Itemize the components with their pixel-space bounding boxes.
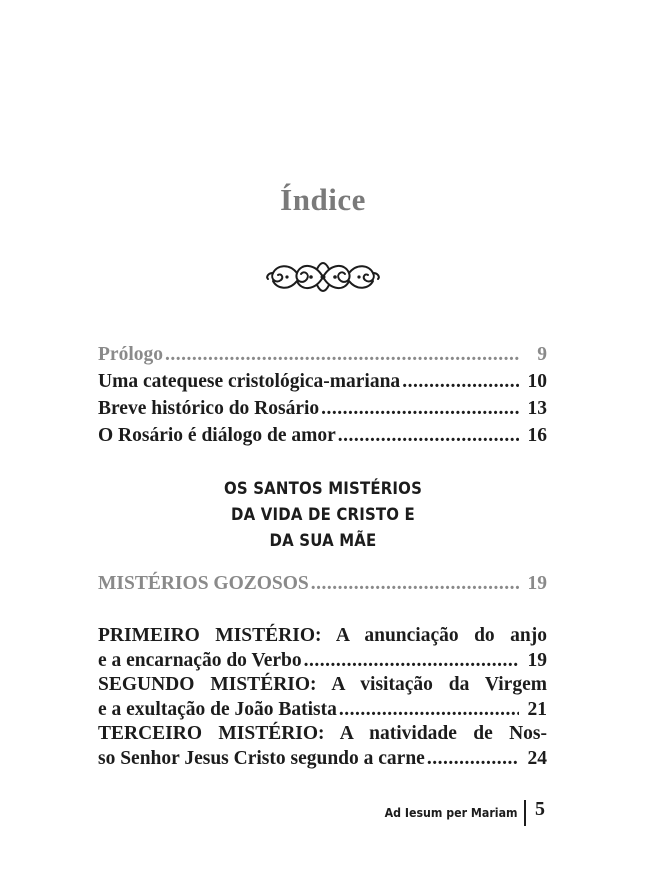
section-heading [39,476,607,554]
toc-entry-misterios-gozosos[interactable] [98,571,547,597]
toc-entry-title: O Rosário é diálogo de amor [98,425,336,446]
dot-leader [339,697,519,723]
toc-entry-catequese[interactable] [98,369,547,395]
toc-entry-primeiro-misterio[interactable] [98,648,547,674]
toc-entry-page: 19 [527,650,547,671]
dot-leader [321,396,519,422]
toc-entry-historico[interactable] [98,396,547,422]
footer-divider [524,800,526,826]
toc-entry-page: 16 [527,425,547,446]
section-heading-line: DA SUA MÃE [269,531,377,551]
toc-entry-title: Prólogo [98,344,163,365]
page-number: 5 [535,798,545,820]
floral-flourish-icon [263,257,383,297]
mystery-3-line-1: TERCEIRO MISTÉRIO: A natividade de Nos- [98,723,547,744]
page-footer [0,798,646,828]
toc-entry-title: Uma catequese cristológica-mariana [98,371,401,392]
toc-entry-segundo-misterio[interactable] [98,697,547,723]
toc-entry-page: 13 [527,398,547,419]
toc-entry-page: 21 [527,699,547,720]
toc-entry-page: 24 [527,748,547,769]
toc-entry-page: 19 [527,573,547,594]
dot-leader [402,369,519,395]
toc-entry-title: e a exultação de João Batista [98,699,337,720]
toc-entry-title: so Senhor Jesus Cristo segundo a carne [98,748,425,769]
toc-entry-title: e a encarnação do Verbo [98,650,302,671]
dot-leader [311,571,519,597]
toc-entry-page: 9 [537,344,547,365]
dot-leader [427,746,519,772]
section-heading-line: OS SANTOS MISTÉRIOS [223,479,423,499]
toc-entry-terceiro-misterio[interactable] [98,746,547,772]
toc-entry-prologo[interactable] [98,342,547,368]
toc-entry-title: Breve histórico do Rosário [98,398,320,419]
toc-entry-title: MISTÉRIOS GOZOSOS [98,573,309,594]
toc-entry-page: 10 [527,371,547,392]
dot-leader [338,423,519,449]
page-title: Índice [280,182,366,217]
running-footer: Ad Iesum per Mariam [385,806,518,820]
mystery-1-line-1: PRIMEIRO MISTÉRIO: A anunciação do anjo [98,625,547,646]
section-heading-line: DA VIDA DE CRISTO E [231,505,415,525]
dot-leader [304,648,519,674]
mystery-2-line-1: SEGUNDO MISTÉRIO: A visitação da Virgem [98,674,547,695]
dot-leader [165,342,519,368]
toc-entry-dialogo[interactable] [98,423,547,449]
